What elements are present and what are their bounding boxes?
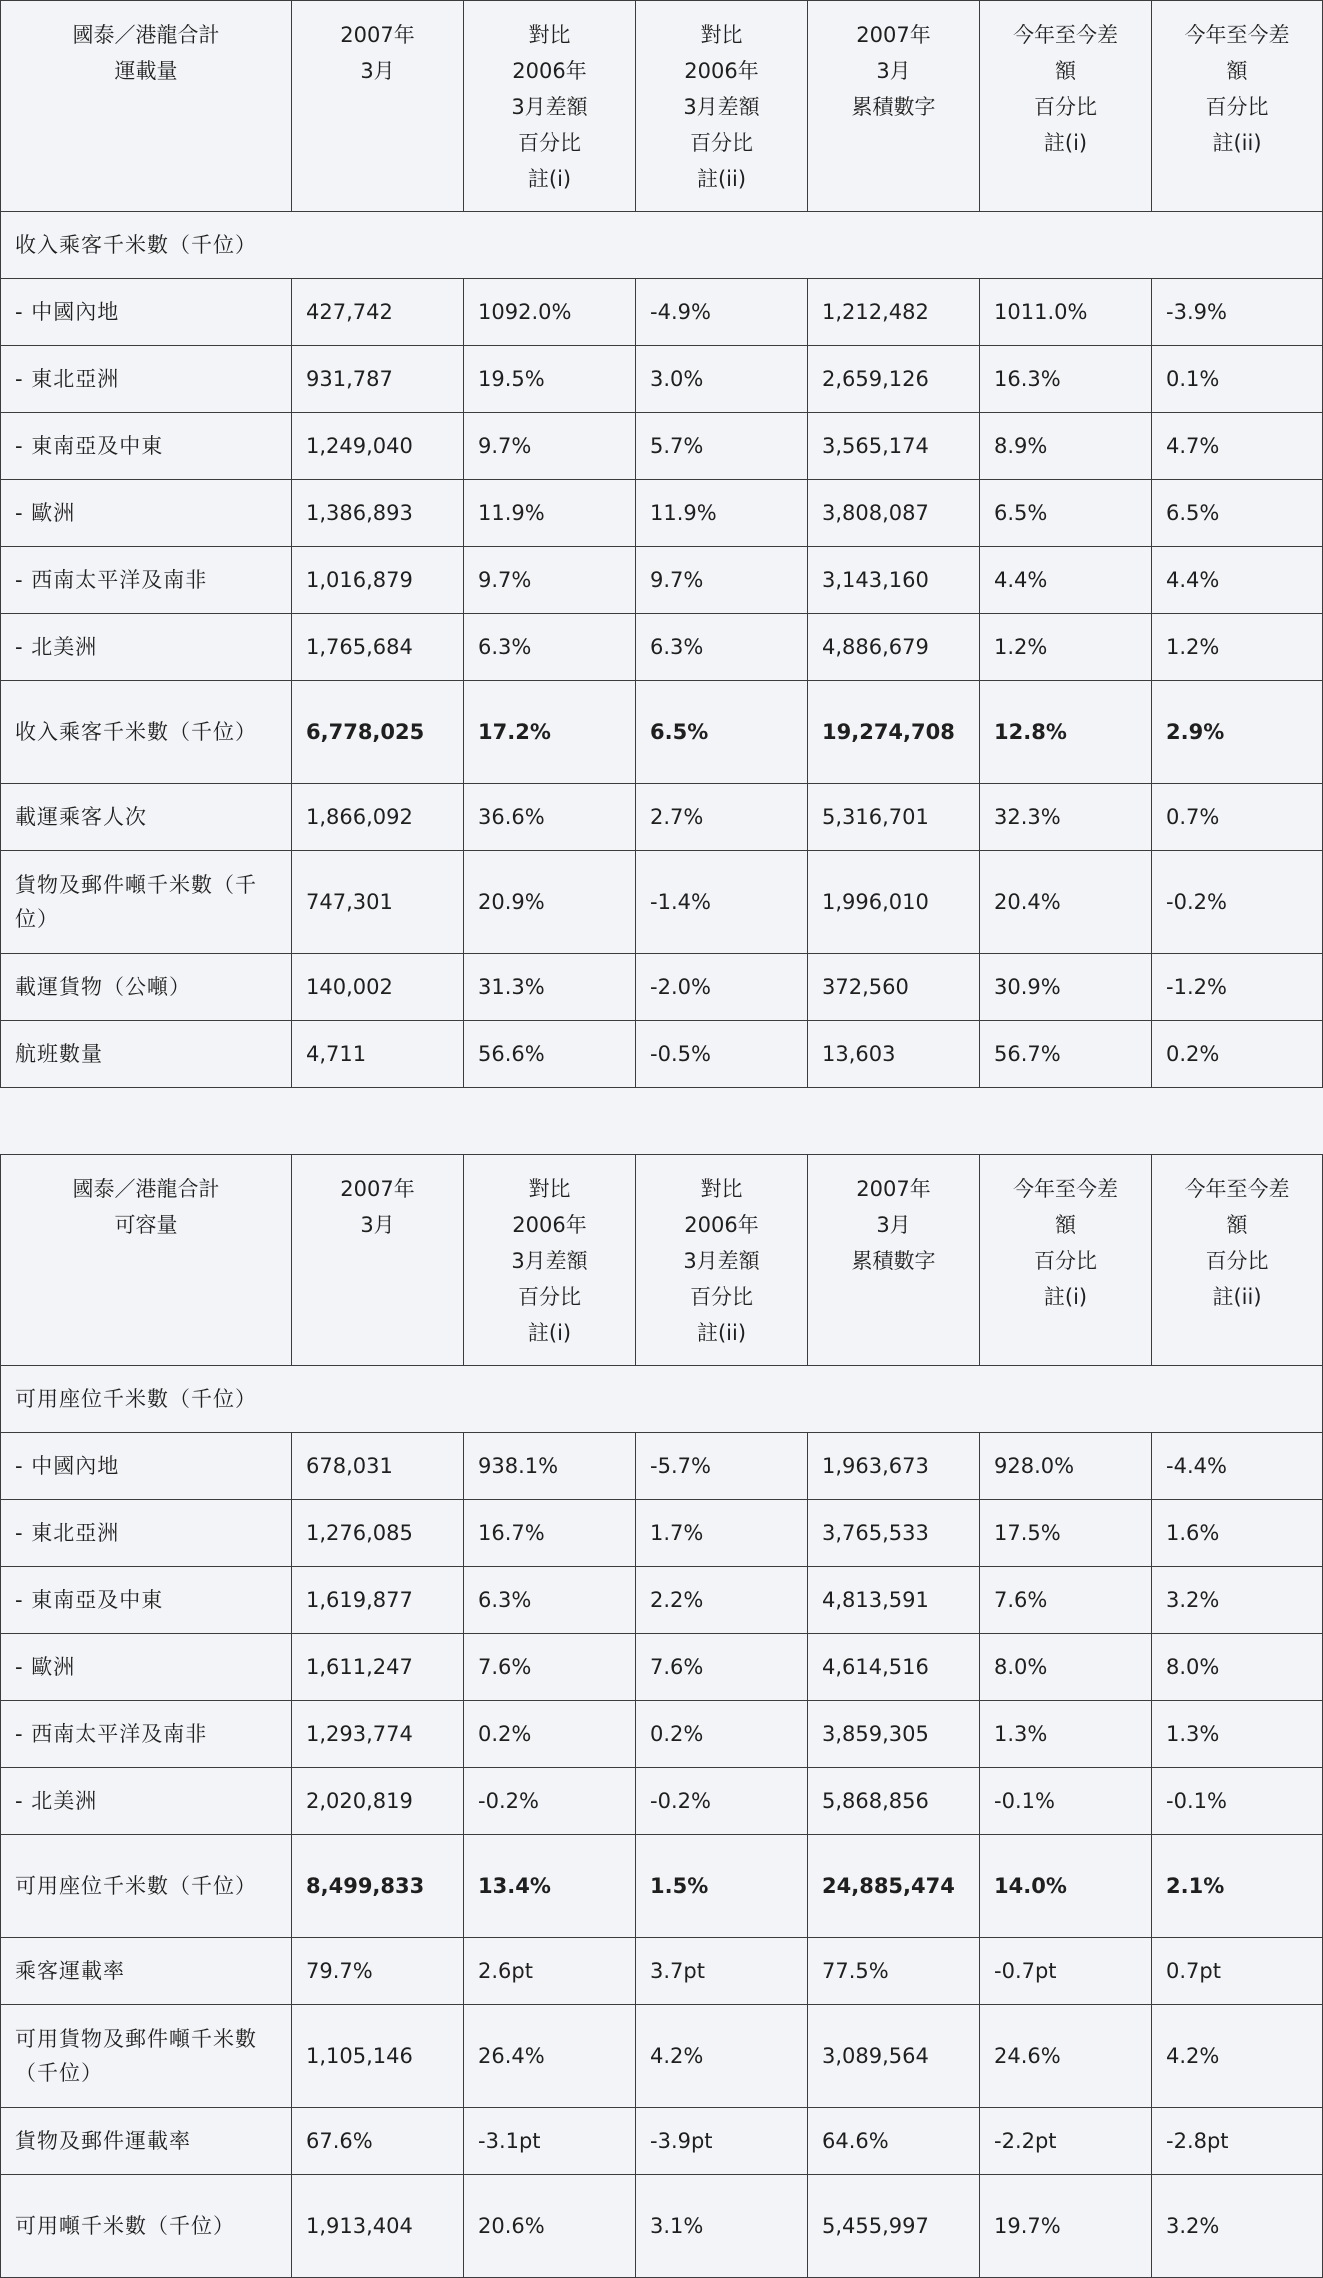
value-cell: 32.3% bbox=[980, 784, 1152, 851]
row-label: 乘客運載率 bbox=[1, 1938, 292, 2005]
value-cell: 6.5% bbox=[636, 681, 808, 784]
value-cell: 13,603 bbox=[808, 1021, 980, 1088]
value-cell: 0.2% bbox=[636, 1701, 808, 1768]
value-cell: 11.9% bbox=[464, 480, 636, 547]
value-cell: 1.7% bbox=[636, 1500, 808, 1567]
value-cell: 30.9% bbox=[980, 954, 1152, 1021]
value-cell: 1,016,879 bbox=[292, 547, 464, 614]
table-header-row bbox=[1, 1, 1323, 212]
value-cell: 13.4% bbox=[464, 1835, 636, 1938]
value-cell: 7.6% bbox=[464, 1634, 636, 1701]
value-cell: 31.3% bbox=[464, 954, 636, 1021]
value-cell: 2,020,819 bbox=[292, 1768, 464, 1835]
value-cell: -2.0% bbox=[636, 954, 808, 1021]
value-cell: 9.7% bbox=[464, 413, 636, 480]
value-cell: 64.6% bbox=[808, 2108, 980, 2175]
value-cell: -0.5% bbox=[636, 1021, 808, 1088]
value-cell: 372,560 bbox=[808, 954, 980, 1021]
value-cell: 56.7% bbox=[980, 1021, 1152, 1088]
table-row bbox=[1, 279, 1323, 346]
value-cell: 4.4% bbox=[1152, 547, 1323, 614]
value-cell: 6.3% bbox=[464, 614, 636, 681]
value-cell: 1.2% bbox=[980, 614, 1152, 681]
header-cell: 今年至今差 額 百分比 註(ii) bbox=[1152, 1, 1323, 212]
value-cell: 20.4% bbox=[980, 851, 1152, 954]
value-cell: 5.7% bbox=[636, 413, 808, 480]
value-cell: 3,143,160 bbox=[808, 547, 980, 614]
value-cell: 9.7% bbox=[636, 547, 808, 614]
value-cell: 3.2% bbox=[1152, 2175, 1323, 2278]
value-cell: 17.5% bbox=[980, 1500, 1152, 1567]
value-cell: 1092.0% bbox=[464, 279, 636, 346]
value-cell: -1.4% bbox=[636, 851, 808, 954]
table-header-row bbox=[1, 1155, 1323, 1366]
table-row bbox=[1, 2005, 1323, 2108]
header-cell: 2007年 3月 bbox=[292, 1155, 464, 1366]
value-cell: 8.0% bbox=[1152, 1634, 1323, 1701]
value-cell: 12.8% bbox=[980, 681, 1152, 784]
value-cell: 8.9% bbox=[980, 413, 1152, 480]
row-label: - 歐洲 bbox=[1, 480, 292, 547]
value-cell: 20.6% bbox=[464, 2175, 636, 2278]
value-cell: 0.2% bbox=[464, 1701, 636, 1768]
capacity-table bbox=[0, 1154, 1323, 2278]
table-row bbox=[1, 1835, 1323, 1938]
row-label: 航班數量 bbox=[1, 1021, 292, 1088]
value-cell: 77.5% bbox=[808, 1938, 980, 2005]
header-cell: 2007年 3月 累積數字 bbox=[808, 1, 980, 212]
table-row bbox=[1, 1433, 1323, 1500]
traffic-table bbox=[0, 0, 1323, 1088]
table-row bbox=[1, 346, 1323, 413]
value-cell: 1,611,247 bbox=[292, 1634, 464, 1701]
value-cell: 1,105,146 bbox=[292, 2005, 464, 2108]
value-cell: 1,996,010 bbox=[808, 851, 980, 954]
header-cell: 對比 2006年 3月差額 百分比 註(ii) bbox=[636, 1155, 808, 1366]
value-cell: 931,787 bbox=[292, 346, 464, 413]
value-cell: 56.6% bbox=[464, 1021, 636, 1088]
value-cell: 1,963,673 bbox=[808, 1433, 980, 1500]
table-row bbox=[1, 480, 1323, 547]
value-cell: 0.7% bbox=[1152, 784, 1323, 851]
value-cell: 747,301 bbox=[292, 851, 464, 954]
value-cell: 16.7% bbox=[464, 1500, 636, 1567]
value-cell: 6,778,025 bbox=[292, 681, 464, 784]
value-cell: 0.1% bbox=[1152, 346, 1323, 413]
header-cell: 國泰／港龍合計 可容量 bbox=[1, 1155, 292, 1366]
value-cell: 3,089,564 bbox=[808, 2005, 980, 2108]
table-row bbox=[1, 851, 1323, 954]
value-cell: 2.9% bbox=[1152, 681, 1323, 784]
header-cell: 對比 2006年 3月差額 百分比 註(i) bbox=[464, 1155, 636, 1366]
value-cell: 7.6% bbox=[980, 1567, 1152, 1634]
row-label: - 東南亞及中東 bbox=[1, 1567, 292, 1634]
value-cell: 6.5% bbox=[980, 480, 1152, 547]
value-cell: -1.2% bbox=[1152, 954, 1323, 1021]
table-row bbox=[1, 2175, 1323, 2278]
value-cell: -0.2% bbox=[464, 1768, 636, 1835]
table-row bbox=[1, 1500, 1323, 1567]
row-label: - 北美洲 bbox=[1, 1768, 292, 1835]
section-row bbox=[1, 212, 1323, 279]
row-label: - 西南太平洋及南非 bbox=[1, 1701, 292, 1768]
row-label: 可用貨物及郵件噸千米數（千位） bbox=[1, 2005, 292, 2108]
value-cell: -5.7% bbox=[636, 1433, 808, 1500]
value-cell: 3.1% bbox=[636, 2175, 808, 2278]
row-label: - 中國內地 bbox=[1, 279, 292, 346]
value-cell: -4.4% bbox=[1152, 1433, 1323, 1500]
value-cell: 4,614,516 bbox=[808, 1634, 980, 1701]
value-cell: 1011.0% bbox=[980, 279, 1152, 346]
value-cell: 16.3% bbox=[980, 346, 1152, 413]
value-cell: 3,808,087 bbox=[808, 480, 980, 547]
value-cell: 4,711 bbox=[292, 1021, 464, 1088]
value-cell: -0.2% bbox=[1152, 851, 1323, 954]
value-cell: 9.7% bbox=[464, 547, 636, 614]
table-row bbox=[1, 2108, 1323, 2175]
value-cell: 5,316,701 bbox=[808, 784, 980, 851]
value-cell: 2.1% bbox=[1152, 1835, 1323, 1938]
traffic-table-block bbox=[0, 0, 1323, 1088]
row-label: 可用座位千米數（千位） bbox=[1, 1835, 292, 1938]
value-cell: 20.9% bbox=[464, 851, 636, 954]
value-cell: 427,742 bbox=[292, 279, 464, 346]
header-cell: 對比 2006年 3月差額 百分比 註(ii) bbox=[636, 1, 808, 212]
value-cell: 4.2% bbox=[1152, 2005, 1323, 2108]
value-cell: 0.7pt bbox=[1152, 1938, 1323, 2005]
value-cell: 2.7% bbox=[636, 784, 808, 851]
value-cell: 67.6% bbox=[292, 2108, 464, 2175]
row-label: - 東南亞及中東 bbox=[1, 413, 292, 480]
section-title: 可用座位千米數（千位） bbox=[1, 1366, 1323, 1433]
table-row bbox=[1, 954, 1323, 1021]
value-cell: 1,866,092 bbox=[292, 784, 464, 851]
header-cell: 今年至今差 額 百分比 註(i) bbox=[980, 1155, 1152, 1366]
value-cell: 1,276,085 bbox=[292, 1500, 464, 1567]
value-cell: 0.2% bbox=[1152, 1021, 1323, 1088]
value-cell: 1.6% bbox=[1152, 1500, 1323, 1567]
value-cell: 1,765,684 bbox=[292, 614, 464, 681]
value-cell: 4.2% bbox=[636, 2005, 808, 2108]
header-cell: 對比 2006年 3月差額 百分比 註(i) bbox=[464, 1, 636, 212]
table-row bbox=[1, 1768, 1323, 1835]
value-cell: 1,293,774 bbox=[292, 1701, 464, 1768]
value-cell: 1,913,404 bbox=[292, 2175, 464, 2278]
value-cell: 14.0% bbox=[980, 1835, 1152, 1938]
row-label: - 東北亞洲 bbox=[1, 346, 292, 413]
value-cell: 3,859,305 bbox=[808, 1701, 980, 1768]
value-cell: 1,386,893 bbox=[292, 480, 464, 547]
value-cell: 24.6% bbox=[980, 2005, 1152, 2108]
row-label: - 歐洲 bbox=[1, 1634, 292, 1701]
value-cell: 8,499,833 bbox=[292, 1835, 464, 1938]
value-cell: 4.7% bbox=[1152, 413, 1323, 480]
value-cell: 1,249,040 bbox=[292, 413, 464, 480]
value-cell: 1.3% bbox=[1152, 1701, 1323, 1768]
value-cell: 678,031 bbox=[292, 1433, 464, 1500]
value-cell: 1.5% bbox=[636, 1835, 808, 1938]
header-cell: 今年至今差 額 百分比 註(ii) bbox=[1152, 1155, 1323, 1366]
value-cell: 79.7% bbox=[292, 1938, 464, 2005]
value-cell: 5,455,997 bbox=[808, 2175, 980, 2278]
row-label: - 中國內地 bbox=[1, 1433, 292, 1500]
row-label: - 東北亞洲 bbox=[1, 1500, 292, 1567]
value-cell: 1,619,877 bbox=[292, 1567, 464, 1634]
value-cell: 11.9% bbox=[636, 480, 808, 547]
value-cell: -0.2% bbox=[636, 1768, 808, 1835]
table-row bbox=[1, 1701, 1323, 1768]
value-cell: 928.0% bbox=[980, 1433, 1152, 1500]
row-label: 載運貨物（公噸） bbox=[1, 954, 292, 1021]
value-cell: -0.1% bbox=[1152, 1768, 1323, 1835]
value-cell: -0.7pt bbox=[980, 1938, 1152, 2005]
value-cell: 36.6% bbox=[464, 784, 636, 851]
value-cell: 6.5% bbox=[1152, 480, 1323, 547]
table-gap bbox=[0, 1088, 1323, 1154]
capacity-table-block bbox=[0, 1154, 1323, 2278]
value-cell: 2.6pt bbox=[464, 1938, 636, 2005]
value-cell: -2.2pt bbox=[980, 2108, 1152, 2175]
value-cell: 26.4% bbox=[464, 2005, 636, 2108]
value-cell: 140,002 bbox=[292, 954, 464, 1021]
value-cell: 19.5% bbox=[464, 346, 636, 413]
header-cell: 2007年 3月 bbox=[292, 1, 464, 212]
value-cell: 19.7% bbox=[980, 2175, 1152, 2278]
value-cell: 6.3% bbox=[636, 614, 808, 681]
value-cell: 8.0% bbox=[980, 1634, 1152, 1701]
row-label: 載運乘客人次 bbox=[1, 784, 292, 851]
value-cell: -4.9% bbox=[636, 279, 808, 346]
header-cell: 2007年 3月 累積數字 bbox=[808, 1155, 980, 1366]
value-cell: 1,212,482 bbox=[808, 279, 980, 346]
table-row bbox=[1, 681, 1323, 784]
row-label: 收入乘客千米數（千位） bbox=[1, 681, 292, 784]
section-title: 收入乘客千米數（千位） bbox=[1, 212, 1323, 279]
table-row bbox=[1, 784, 1323, 851]
value-cell: 24,885,474 bbox=[808, 1835, 980, 1938]
value-cell: 19,274,708 bbox=[808, 681, 980, 784]
header-cell: 今年至今差 額 百分比 註(i) bbox=[980, 1, 1152, 212]
table-row bbox=[1, 547, 1323, 614]
value-cell: 5,868,856 bbox=[808, 1768, 980, 1835]
value-cell: 938.1% bbox=[464, 1433, 636, 1500]
value-cell: 2.2% bbox=[636, 1567, 808, 1634]
value-cell: 6.3% bbox=[464, 1567, 636, 1634]
value-cell: 7.6% bbox=[636, 1634, 808, 1701]
value-cell: -3.9pt bbox=[636, 2108, 808, 2175]
value-cell: 4,886,679 bbox=[808, 614, 980, 681]
value-cell: 2,659,126 bbox=[808, 346, 980, 413]
value-cell: 1.2% bbox=[1152, 614, 1323, 681]
value-cell: 3.2% bbox=[1152, 1567, 1323, 1634]
value-cell: -2.8pt bbox=[1152, 2108, 1323, 2175]
table-row bbox=[1, 1938, 1323, 2005]
value-cell: -0.1% bbox=[980, 1768, 1152, 1835]
row-label: 貨物及郵件噸千米數（千位） bbox=[1, 851, 292, 954]
table-row bbox=[1, 614, 1323, 681]
value-cell: 1.3% bbox=[980, 1701, 1152, 1768]
value-cell: 4,813,591 bbox=[808, 1567, 980, 1634]
header-cell: 國泰／港龍合計 運載量 bbox=[1, 1, 292, 212]
value-cell: -3.9% bbox=[1152, 279, 1323, 346]
value-cell: 17.2% bbox=[464, 681, 636, 784]
table-row bbox=[1, 1021, 1323, 1088]
table-row bbox=[1, 1567, 1323, 1634]
row-label: 貨物及郵件運載率 bbox=[1, 2108, 292, 2175]
section-row bbox=[1, 1366, 1323, 1433]
row-label: - 北美洲 bbox=[1, 614, 292, 681]
value-cell: -3.1pt bbox=[464, 2108, 636, 2175]
row-label: 可用噸千米數（千位） bbox=[1, 2175, 292, 2278]
value-cell: 4.4% bbox=[980, 547, 1152, 614]
table-row bbox=[1, 413, 1323, 480]
value-cell: 3.0% bbox=[636, 346, 808, 413]
value-cell: 3.7pt bbox=[636, 1938, 808, 2005]
row-label: - 西南太平洋及南非 bbox=[1, 547, 292, 614]
value-cell: 3,565,174 bbox=[808, 413, 980, 480]
value-cell: 3,765,533 bbox=[808, 1500, 980, 1567]
table-row bbox=[1, 1634, 1323, 1701]
